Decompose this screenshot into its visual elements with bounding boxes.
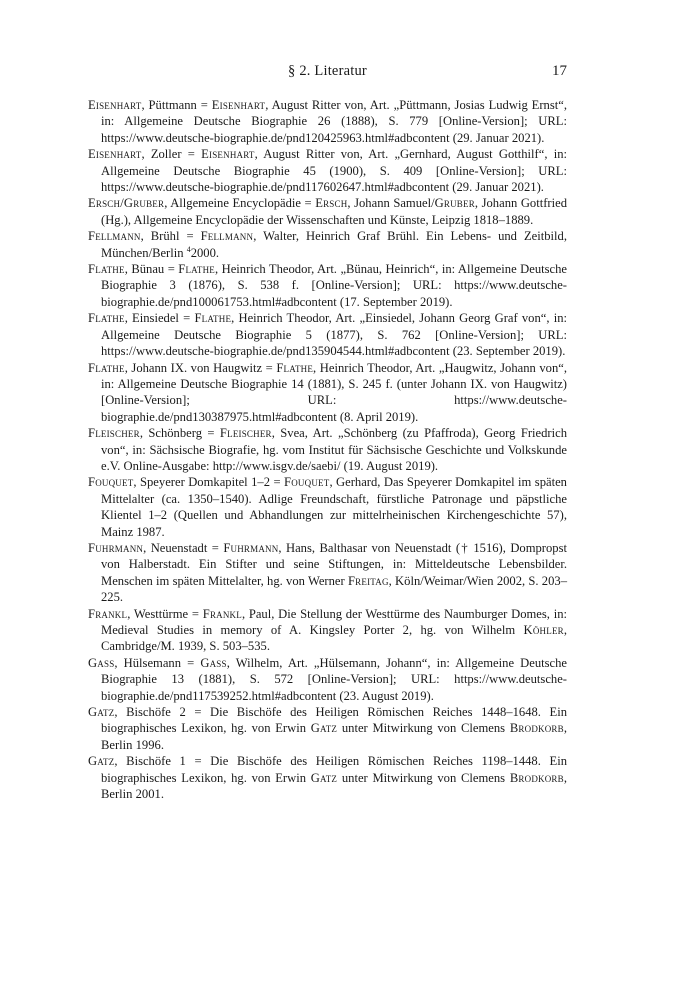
- entry-text: , Hülsemann =: [114, 655, 201, 670]
- entry-text: , Gerhard, Das Speyerer Domkapitel im späten Mittelalter (ca. 1350–1540). Adlige Freundschaft, fürstliche Patronage und päpstliche Klientel 1–2 (Quellen und Abhandlungen zur mittelrheinischen Kirchengeschichte 57), Mainz 1987.: [101, 475, 567, 539]
- author-name: Flathe: [276, 360, 314, 375]
- bibliography-entry: [88, 474, 567, 540]
- entry-text: , Hans, Balthasar von Neuenstadt († 1516), Dompropst von Halberstadt. Ein Stifter und seine Stiftungen, in: Mitteldeutsche Lebensbilder. Menschen im späten Mittelalter, hg. von Werner: [101, 540, 567, 588]
- bibliography-entry: [88, 540, 567, 606]
- entry-text: , Walter, Heinrich Graf Brühl. Ein Lebens- und Zeitbild, München/Berlin: [101, 229, 567, 260]
- author-name: Fellmann: [200, 229, 254, 244]
- author-name: Fouquet: [88, 475, 134, 490]
- entry-text: , Köln/Weimar/Wien 2002, S. 203–225.: [101, 573, 567, 605]
- bibliography-entry: [88, 310, 567, 359]
- author-name: Gatz: [88, 705, 115, 720]
- entry-text: , Berlin 2001.: [101, 770, 567, 802]
- entry-text: , Schönberg =: [139, 426, 220, 441]
- author-name: Brodkorb: [509, 770, 564, 785]
- bibliography-entry: [88, 261, 567, 310]
- author-name: Gatz: [88, 754, 115, 769]
- author-name: Gass: [200, 655, 227, 670]
- author-name: Fuhrmann: [223, 540, 279, 555]
- entry-text: , Püttmann =: [141, 98, 212, 112]
- author-name: Fouquet: [284, 475, 330, 490]
- author-name: Flathe: [88, 311, 125, 326]
- bibliography-entry: [88, 228, 567, 261]
- entry-text: , Heinrich Theodor, Art. „Haugwitz, Johann von“, in: Allgemeine Deutsche Biographie 14 (1881), S. 245 f. (unter Johann IX. von Haugwitz) [Online-Version]; URL: https://www.deutsche-biographie.de/pnd130387975.html#adbcontent (8. April 2019).: [101, 360, 567, 424]
- bibliography-entry: [88, 146, 567, 195]
- author-name: Ersch/Gruber: [88, 196, 165, 211]
- bibliography-list: [88, 97, 567, 802]
- entry-text: , Johann IX. von Haugwitz =: [124, 360, 277, 375]
- entry-text: , Berlin 1996.: [101, 721, 567, 752]
- author-name: Fleischer: [88, 426, 140, 441]
- author-name: Gass: [88, 655, 115, 670]
- entry-text: , Einsiedel =: [124, 311, 195, 326]
- author-name: Frankl: [88, 606, 128, 621]
- bibliography-entry: [88, 753, 567, 802]
- entry-text: , Brühl =: [140, 229, 201, 244]
- entry-text: , August Ritter von, Art. „Gernhard, August Gotthilf“, in: Allgemeine Deutsche Biographie 45 (1900), S. 409 [Online-Version]; URL: https://www.deutsche-biographie.de/pnd117602647.html#adbcontent (29. Januar 2021).: [101, 147, 567, 195]
- author-name: Eisenhart: [201, 147, 255, 162]
- entry-text: , Johann Gottfried (Hg.), Allgemeine Encyclopädie der Wissenschaften und Künste, Leipzig 1818–1889.: [101, 196, 567, 227]
- bibliography-entry: [88, 606, 567, 655]
- author-name: Flathe: [194, 311, 232, 326]
- bibliography-entry: [88, 360, 567, 426]
- author-name: Flathe: [88, 360, 125, 375]
- running-head: [88, 63, 567, 83]
- bibliography-entry: [88, 425, 567, 474]
- entry-text: , Heinrich Theodor, Art. „Bünau, Heinrich“, in: Allgemeine Deutsche Biographie 3 (1876), S. 538 f. [Online-Version]; URL: https://www.deutsche-biographie.de/pnd100061753.html#adbcontent (17. September 2019).: [101, 262, 567, 309]
- author-name: Fleischer: [219, 426, 272, 441]
- entry-text: , Bischöfe 1 = Die Bischöfe des Heiligen Römischen Reiches 1198–1448. Ein biographisches Lexikon, hg. von Erwin: [101, 754, 567, 785]
- entry-text: , Westtürme =: [127, 606, 203, 621]
- author-name: Freitag: [347, 573, 389, 588]
- edition-superscript: 4: [186, 244, 191, 254]
- entry-text: , August Ritter von, Art. „Püttmann, Josias Ludwig Ernst“, in: Allgemeine Deutsche Biographie 26 (1888), S. 779 [Online-Version]; URL: https://www.deutsche-biographie.de/pnd120425963.html#adbcontent (29. Januar 2021).: [101, 98, 567, 145]
- entry-text: , Johann Samuel/: [347, 196, 435, 211]
- entry-text: , Bünau =: [124, 262, 179, 277]
- page-number: 17: [552, 63, 567, 79]
- entry-text: , Allgemeine Encyclopädie =: [164, 196, 316, 211]
- entry-text: , Neuenstadt =: [143, 540, 224, 555]
- entry-text: , Heinrich Theodor, Art. „Einsiedel, Johann Georg Graf von“, in: Allgemeine Deutsche Biographie 5 (1877), S. 762 [Online-Version]; URL: https://www.deutsche-biographie.de/pnd135904544.html#adbcontent (23. September 2019).: [101, 311, 568, 359]
- author-name: Gatz: [310, 770, 338, 785]
- entry-text: , Bischöfe 2 = Die Bischöfe des Heiligen Römischen Reiches 1448–1648. Ein biographisches Lexikon, hg. von Erwin: [101, 705, 567, 736]
- author-name: Eisenhart: [88, 147, 142, 162]
- author-name: Brodkorb: [509, 721, 564, 736]
- entry-text: , Svea, Art. „Schönberg (zu Pfaffroda), Georg Friedrich von“, in: Sächsische Biografie, hg. vom Institut für Sächsische Geschichte und Volkskunde e.V. Online-Ausgabe: http://www.isgv.de/saebi/ (19. August 2019).: [101, 426, 567, 473]
- author-name: Flathe: [178, 262, 215, 277]
- entry-text: , Zoller =: [141, 147, 202, 162]
- author-name: Köhler: [523, 623, 564, 637]
- author-name: Fellmann: [88, 229, 141, 244]
- author-name: Fuhrmann: [88, 540, 144, 555]
- section-title: § 2. Literatur: [288, 63, 367, 79]
- entry-text: , Wilhelm, Art. „Hülsemann, Johann“, in: Allgemeine Deutsche Biographie 13 (1881), S. 572 [Online-Version]; URL: https://www.deutsche-biographie.de/pnd117539252.html#adbcontent (23. August 2019).: [101, 655, 567, 703]
- bibliography-entry: [88, 704, 567, 753]
- entry-text: unter Mitwirkung von Clemens: [337, 721, 510, 736]
- bibliography-entry: [88, 655, 567, 704]
- entry-text: , Paul, Die Stellung der Westtürme des Naumburger Domes, in: Medieval Studies in memory of A. Kingsley Porter 2, hg. von Wilhelm: [101, 606, 567, 637]
- author-name: Eisenhart: [211, 98, 266, 112]
- entry-text: , Cambridge/M. 1939, S. 503–535.: [101, 623, 567, 654]
- author-name: Eisenhart: [88, 98, 142, 112]
- author-name: Frankl: [202, 606, 242, 621]
- entry-text: , Speyerer Domkapitel 1–2 =: [133, 475, 285, 490]
- bibliography-entry: [88, 195, 567, 228]
- author-name: Gruber: [434, 196, 475, 211]
- entry-text: unter Mitwirkung von Clemens: [337, 770, 510, 785]
- bibliography-entry: [88, 97, 567, 146]
- author-name: Ersch: [315, 196, 348, 211]
- entry-text: 2000.: [190, 245, 220, 260]
- author-name: Gatz: [310, 721, 338, 736]
- author-name: Flathe: [88, 262, 125, 277]
